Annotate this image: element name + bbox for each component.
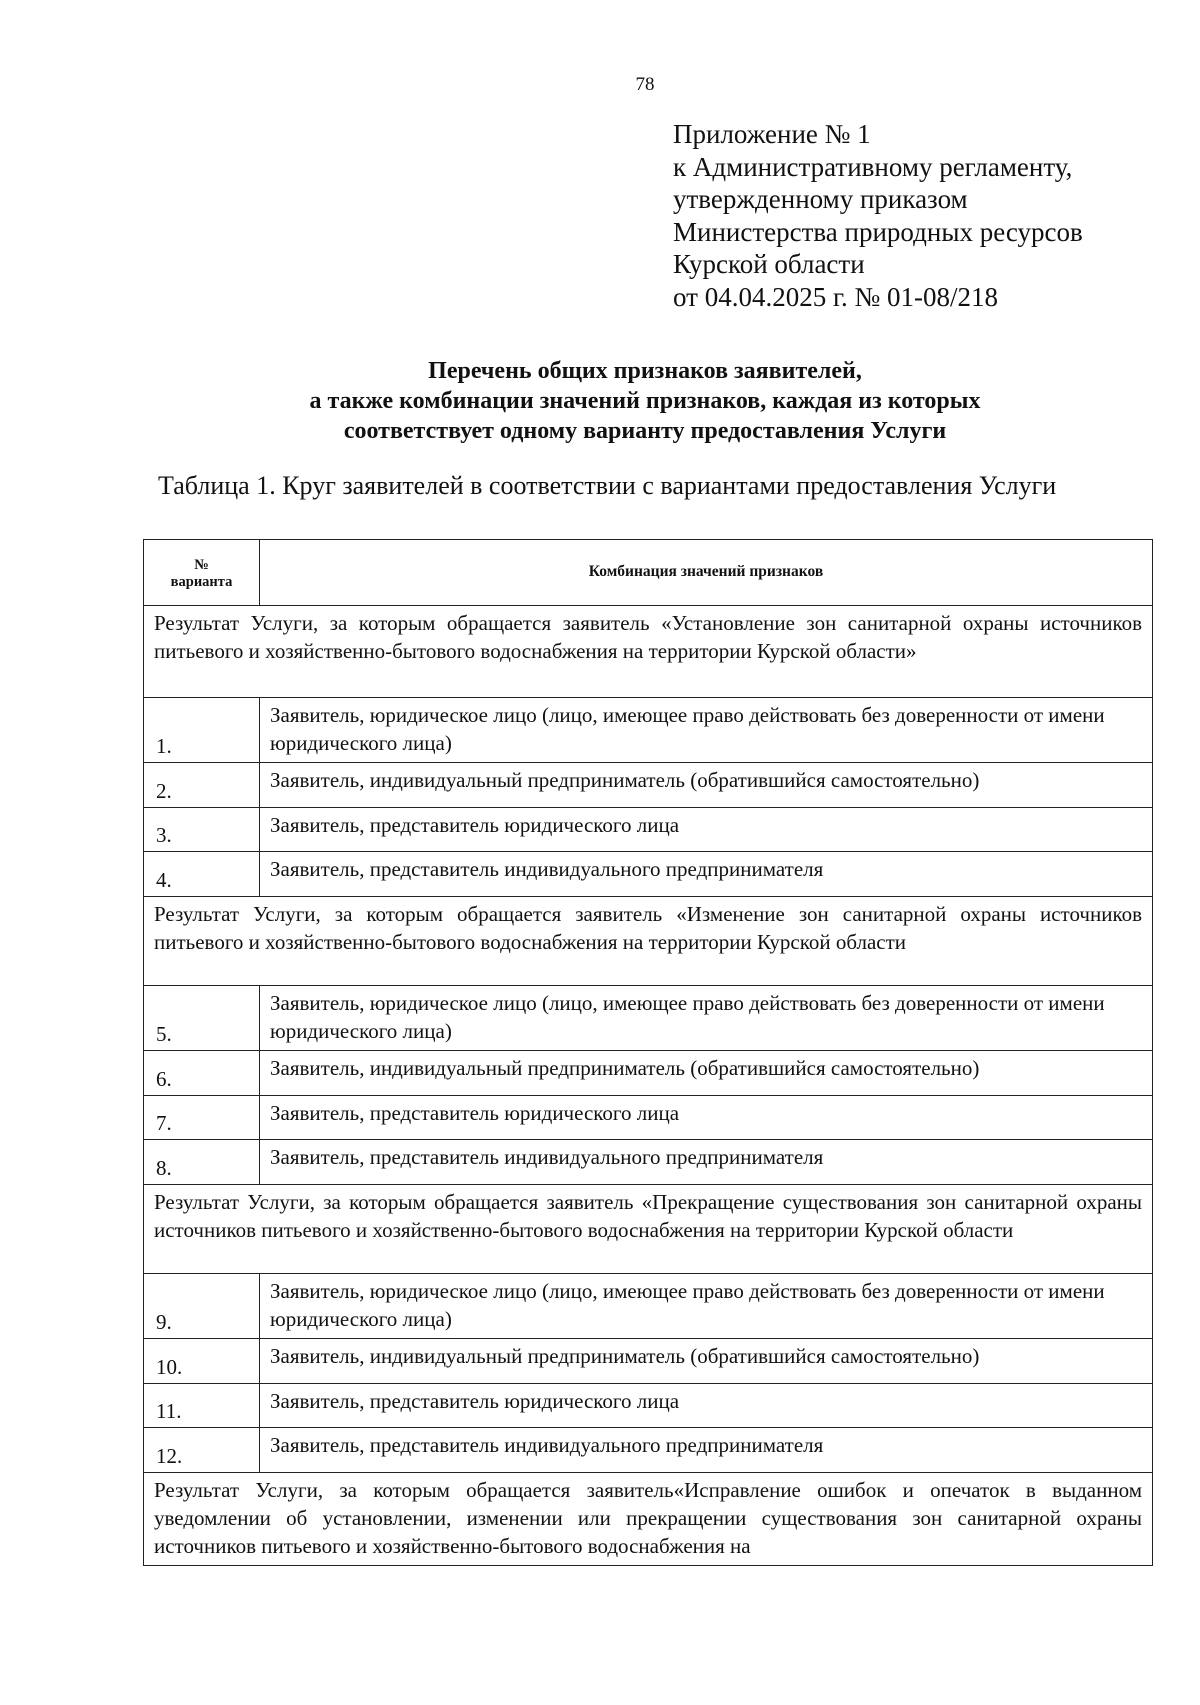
variant-text: Заявитель, представитель индивидуального предпринимателя (260, 1140, 1153, 1184)
variant-text: Заявитель, индивидуальный предприниматель (обратившийся самостоятельно) (260, 1051, 1153, 1095)
header-number-sign: № (194, 557, 209, 574)
header-number-word: варианта (170, 574, 233, 591)
table-row (144, 1383, 1153, 1427)
appendix-line: утвержденному приказом (673, 184, 968, 214)
variant-number: 4. (144, 852, 260, 896)
table-caption: Таблица 1. Круг заявителей в соответствии с вариантами предоставления Услуги (158, 471, 1057, 500)
table-row (144, 1051, 1153, 1095)
group-result-text: Результат Услуги, за которым обращается заявитель «Установление зон санитарной охраны источников питьевого и хозяйственно-бытового водоснабжения на территории Курской области» (144, 605, 1153, 697)
variant-number: 12. (144, 1428, 260, 1472)
table-row (144, 763, 1153, 807)
appendix-line: Курской области (673, 249, 865, 279)
table-row (144, 1273, 1153, 1339)
header-variant-number (144, 540, 260, 606)
header-combination: Комбинация значений признаков (260, 540, 1153, 606)
appendix-line: Приложение № 1 (673, 119, 871, 149)
variant-number: 11. (144, 1383, 260, 1427)
document-title (0, 356, 1200, 446)
variant-text: Заявитель, представитель юридического лица (260, 1383, 1153, 1427)
table-row (144, 697, 1153, 763)
page-number: 78 (635, 74, 655, 95)
variant-number: 9. (144, 1273, 260, 1339)
appendix-header (673, 118, 1083, 313)
variant-text: Заявитель, юридическое лицо (лицо, имеющее право действовать без доверенности от имени юридического лица) (260, 1273, 1153, 1339)
group-result-text: Результат Услуги, за которым обращается заявитель«Исправление ошибок и опечаток в выданном уведомлении об установлении, изменении или прекращении существования зон санитарной охраны источников питьевого и хозяйственно-бытового водоснабжения на (144, 1472, 1153, 1565)
table-row (144, 852, 1153, 896)
variants-table (143, 539, 1153, 1566)
variant-text: Заявитель, представитель юридического лица (260, 1095, 1153, 1139)
appendix-line: от 04.04.2025 г. № 01-08/218 (673, 281, 998, 312)
variant-text: Заявитель, индивидуальный предприниматель (обратившийся самостоятельно) (260, 763, 1153, 807)
table-row (144, 985, 1153, 1051)
appendix-line: Министерства природных ресурсов (673, 216, 1083, 247)
title-line: соответствует одному варианту предоставления Услуги (343, 418, 947, 444)
group-result-text: Результат Услуги, за которым обращается заявитель «Изменение зон санитарной охраны источников питьевого и хозяйственно-бытового водоснабжения на территории Курской области (144, 896, 1153, 985)
group-row (144, 605, 1153, 697)
title-line: а также комбинации значений признаков, каждая из которых (309, 388, 981, 414)
variant-number: 2. (144, 763, 260, 807)
group-row (144, 896, 1153, 985)
group-result-text: Результат Услуги, за которым обращается заявитель «Прекращение существования зон санитарной охраны источников питьевого и хозяйственно-бытового водоснабжения на территории Курской области (144, 1184, 1153, 1273)
variant-text: Заявитель, представитель юридического лица (260, 807, 1153, 851)
variant-number: 3. (144, 807, 260, 851)
variant-text: Заявитель, юридическое лицо (лицо, имеющее право действовать без доверенности от имени юридического лица) (260, 697, 1153, 763)
variant-text: Заявитель, представитель индивидуального предпринимателя (260, 1428, 1153, 1472)
variant-number: 10. (144, 1339, 260, 1383)
table-row (144, 1428, 1153, 1472)
table-row (144, 807, 1153, 851)
variant-number: 6. (144, 1051, 260, 1095)
appendix-line: к Административному регламенту, (673, 151, 1073, 182)
variant-text: Заявитель, юридическое лицо (лицо, имеющее право действовать без доверенности от имени юридического лица) (260, 985, 1153, 1051)
variant-number: 5. (144, 985, 260, 1051)
table-row (144, 1339, 1153, 1383)
group-row (144, 1184, 1153, 1273)
title-line: Перечень общих признаков заявителей, (428, 358, 862, 384)
variant-number: 7. (144, 1095, 260, 1139)
variant-number: 1. (144, 697, 260, 763)
variant-text: Заявитель, представитель индивидуального предпринимателя (260, 852, 1153, 896)
table-row (144, 1095, 1153, 1139)
variant-text: Заявитель, индивидуальный предприниматель (обратившийся самостоятельно) (260, 1339, 1153, 1383)
variant-number: 8. (144, 1140, 260, 1184)
group-row (144, 1472, 1153, 1565)
table-header-row (144, 540, 1153, 606)
table-row (144, 1140, 1153, 1184)
